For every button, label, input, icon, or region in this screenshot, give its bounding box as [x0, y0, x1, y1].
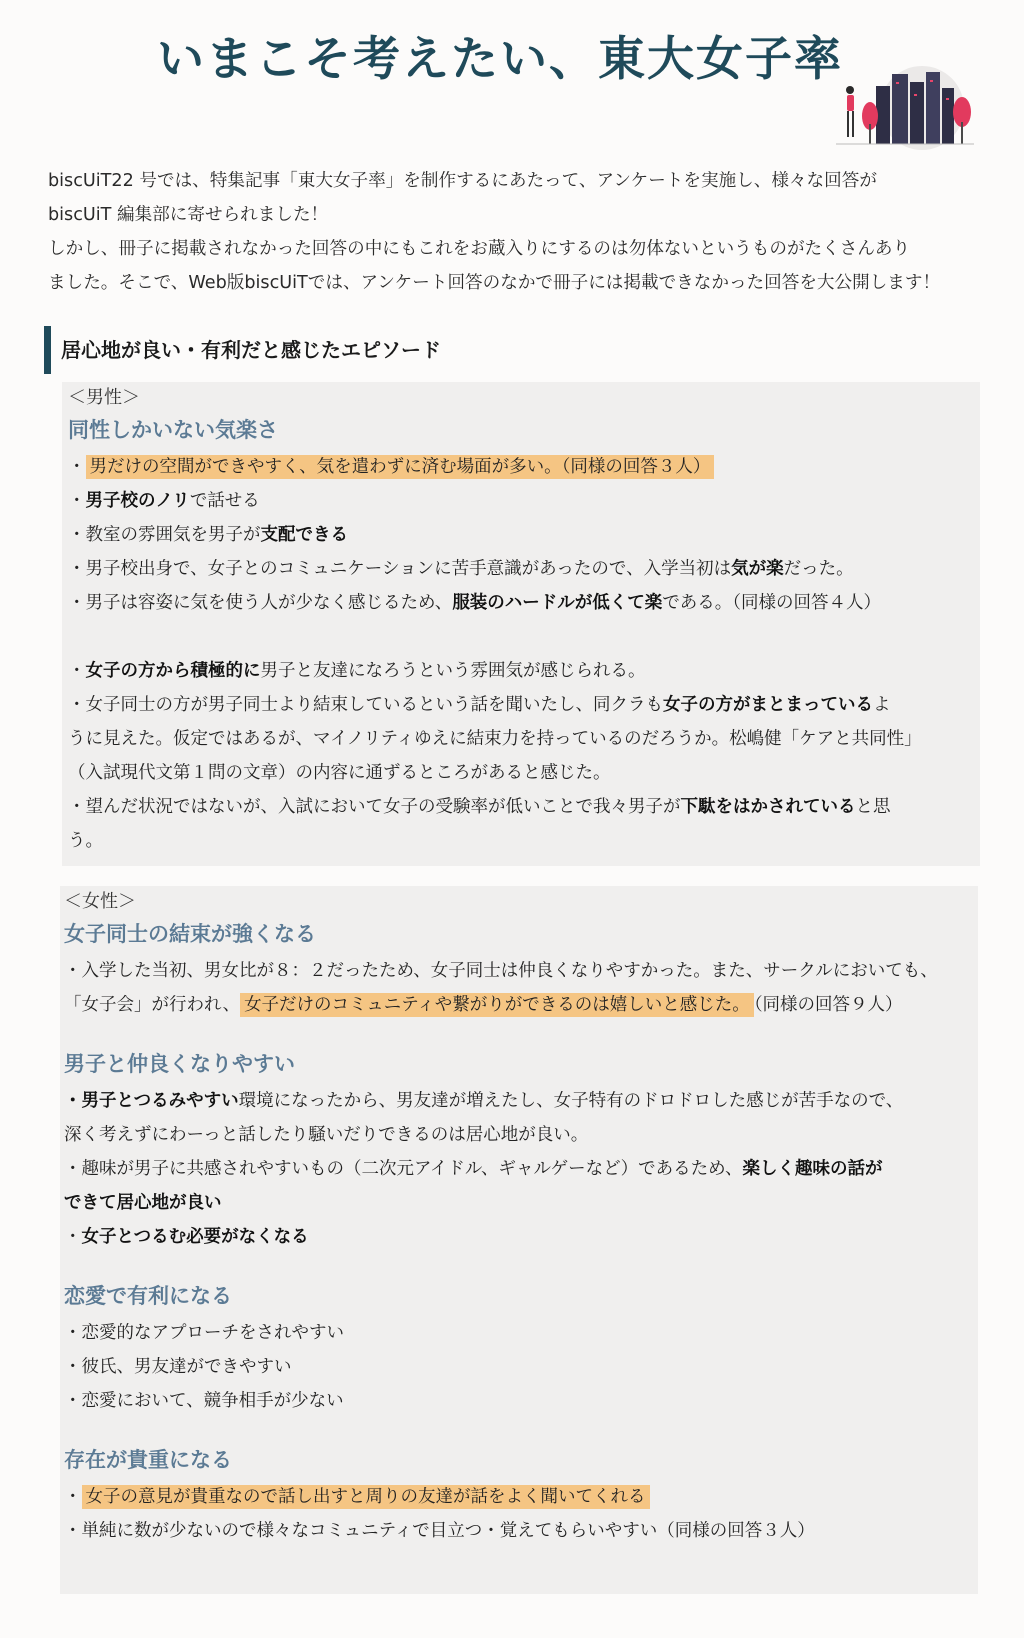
list-item: ・恋愛的なアプローチをされやすい	[64, 1323, 344, 1343]
subheading: 存在が貴重になる	[64, 1448, 232, 1472]
list-item: ・女子とつるむ必要がなくなる	[64, 1227, 309, 1247]
answer-list	[64, 1084, 972, 1254]
section-heading: 居心地が良い・有利だと感じたエピソード	[44, 326, 441, 374]
list-item: ・ 女子の意見が貴重なので話し出すと周りの友達が話をよく聞いてくれる	[64, 1480, 972, 1514]
gender-label-male: ＜男性＞	[68, 387, 140, 408]
list-item: 深く考えずにわーっと話したり騒いだりできるのは居心地が良い。	[64, 1125, 589, 1145]
intro-line: しかし、冊子に掲載されなかった回答の中にもこれをお蔵入りにするのは勿体ないというものがたくさんあり	[48, 239, 911, 259]
subheading: 女子同士の結束が強くなる	[64, 922, 316, 946]
list-item: ・ 男だけの空間ができやすく、気を遣わずに済む場面が多い。（同様の回答３人）	[68, 450, 974, 484]
answer-list	[64, 1316, 972, 1418]
list-item: ・教室の雰囲気を男子が支配できる	[68, 525, 348, 545]
spacer	[68, 620, 974, 654]
highlight: 女子の意見が貴重なので話し出すと周りの友達が話をよく聞いてくれる	[82, 1485, 650, 1509]
intro-text	[48, 164, 998, 300]
list-item: ・単純に数が少ないので様々なコミュニティで目立つ・覚えてもらいやすい（同様の回答３人）	[64, 1521, 815, 1541]
list-item: ・男子校のノリで話せる	[68, 491, 260, 511]
highlight: 女子だけのコミュニティや繋がりができるのは嬉しいと感じた。	[240, 993, 754, 1017]
list-item: ・女子同士の方が男子同士より結束しているという話を聞いたし、同クラも女子の方がまとまっているよ	[68, 695, 891, 715]
intro-line: ました。そこで、Web版biscUiTでは、アンケート回答のなかで冊子には掲載できなかった回答を大公開します！	[48, 273, 941, 293]
male-answers-box	[62, 382, 980, 866]
subheading: 恋愛で有利になる	[64, 1284, 232, 1308]
highlight: 男だけの空間ができやすく、気を遣わずに済む場面が多い。（同様の回答３人）	[86, 455, 715, 479]
subheading: 同性しかいない気楽さ	[68, 418, 278, 442]
list-item: ・彼氏、男友達ができやすい	[64, 1357, 292, 1377]
city-illustration	[836, 64, 974, 150]
list-item: うに見えた。仮定ではあるが、マイノリティゆえに結束力を持っているのだろうか。松嶋健「ケアと共同性」	[68, 729, 922, 749]
list-item: （入試現代文第１問の文章）の内容に通ずるところがあると感じた。	[68, 763, 611, 783]
list-item: ・趣味が男子に共感されやすいもの（二次元アイドル、ギャルゲーなど）であるため、楽しく趣味の話が	[64, 1159, 883, 1179]
gender-label-female: ＜女性＞	[64, 891, 136, 912]
answer-list	[64, 1480, 972, 1548]
list-item: ・女子の方から積極的に男子と友達になろうという雰囲気が感じられる。	[68, 661, 646, 681]
list-item: ・恋愛において、競争相手が少ない	[64, 1391, 344, 1411]
list-item: できて居心地が良い	[64, 1193, 222, 1213]
answer-list	[64, 954, 972, 1022]
intro-line: biscUiT22 号では、特集記事「東大女子率」を制作するにあたって、アンケートを実施し、様々な回答が	[48, 171, 877, 191]
female-answers-box	[60, 886, 978, 1594]
answer-list	[68, 450, 974, 858]
subheading: 男子と仲良くなりやすい	[64, 1052, 295, 1076]
list-item: ・望んだ状況ではないが、入試において女子の受験率が低いことで我々男子が下駄をはかされていると思	[68, 797, 891, 817]
intro-line: biscUiT 編集部に寄せられました！	[48, 205, 329, 225]
list-item: う。	[68, 831, 103, 851]
list-item: ・男子校出身で、女子とのコミュニケーションに苦手意識があったので、入学当初は気が楽だった。	[68, 559, 854, 579]
list-item: ・男子は容姿に気を使う人が少なく感じるため、服装のハードルが低くて楽である。（同様の回答４人）	[68, 593, 882, 613]
list-item: ・入学した当初、男女比が８：２だったため、女子同士は仲良くなりやすかった。また、サークルにおいても、	[64, 961, 938, 981]
spacer	[64, 1418, 972, 1442]
page-title: いまこそ考えたい、東大女子率	[157, 32, 843, 87]
list-item: ・男子とつるみやすい環境になったから、男友達が増えたし、女子特有のドロドロした感じが苦手なので、	[64, 1091, 904, 1111]
list-item: 「女子会」が行われ、 女子だけのコミュニティや繋がりができるのは嬉しいと感じた。 （同様の回答９人）	[64, 995, 903, 1015]
spacer	[64, 1254, 972, 1278]
spacer	[64, 1022, 972, 1046]
